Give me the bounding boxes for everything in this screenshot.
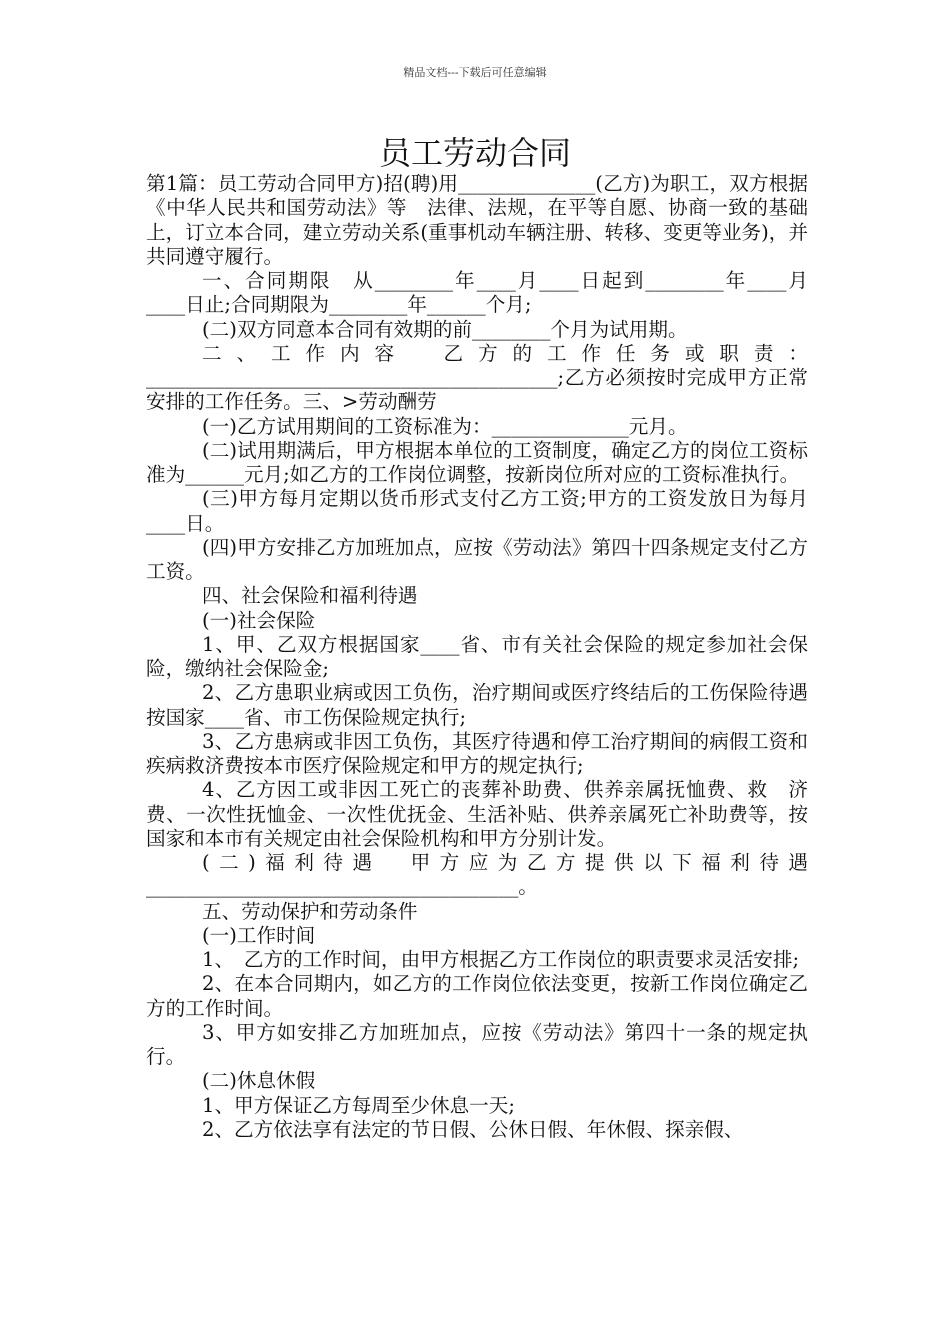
page-header: 精品文档---下载后可任意编辑 bbox=[403, 66, 547, 79]
paragraph: (二)双方同意本合同有效期的前________个月为试用期。 bbox=[202, 317, 688, 341]
paragraph: (三)甲方每月定期以货币形式支付乙方工资;甲方的工资发放日为每月____日。 bbox=[146, 487, 808, 535]
paragraph: (一)乙方试用期间的工资标准为：______________元月。 bbox=[202, 414, 688, 438]
paragraph: 3、乙方患病或非因工负伤，其医疗待遇和停工治疗期间的病假工资和疾病救济费按本市医疗保险规定和甲方的规定执行; bbox=[146, 729, 808, 777]
paragraph: (一)工作时间 bbox=[202, 923, 316, 947]
paragraph: 2、在本合同期内，如乙方的工作岗位依法变更，按新工作岗位确定乙方的工作时间。 bbox=[146, 972, 808, 1020]
document-body bbox=[146, 172, 808, 1142]
paragraph: 2、乙方患职业病或因工负伤，治疗期间或医疗终结后的工伤保险待遇按国家____省、市工伤保险规定执行; bbox=[146, 681, 808, 729]
paragraph: (一)社会保险 bbox=[202, 608, 316, 632]
paragraph: 二、工作内容 乙方的工作任务或职责：__________________________________________;乙方必须按时完成甲方正常安排的工作任务。三、>劳动酬劳 bbox=[146, 341, 808, 414]
paragraph: (二)福利待遇 甲方应为乙方提供以下福利待遇______________________________________。 bbox=[146, 851, 808, 899]
paragraph: 1、甲、乙双方根据国家____省、市有关社会保险的规定参加社会保险，缴纳社会保险金; bbox=[146, 632, 808, 680]
paragraph: 4、乙方因工或非因工死亡的丧葬补助费、供养亲属抚恤费、救 济费、一次性抚恤金、一次性优抚金、生活补贴、供养亲属死亡补助费等，按国家和本市有关规定由社会保险机构和甲方分别计发。 bbox=[146, 778, 808, 850]
paragraph: 五、劳动保护和劳动条件 bbox=[202, 899, 418, 923]
paragraph: 1、甲方保证乙方每周至少休息一天; bbox=[202, 1093, 515, 1117]
paragraph: (二)休息休假 bbox=[202, 1069, 316, 1093]
paragraph: 3、甲方如安排乙方加班加点，应按《劳动法》第四十一条的规定执行。 bbox=[146, 1020, 808, 1068]
paragraph: 四、社会保险和福利待遇 bbox=[202, 584, 418, 608]
document-title: 员工劳动合同 bbox=[378, 134, 571, 172]
paragraph: (四)甲方安排乙方加班加点，应按《劳动法》第四十四条规定支付乙方工资。 bbox=[146, 535, 808, 583]
paragraph: 1、 乙方的工作时间，由甲方根据乙方工作岗位的职责要求灵活安排; bbox=[202, 948, 800, 971]
paragraph: 一、合同期限 从________年____月____日起到________年____月____日止;合同期限为________年______个月; bbox=[146, 269, 808, 317]
paragraph: (二)试用期满后，甲方根据本单位的工资制度，确定乙方的岗位工资标准为______元月;如乙方的工作岗位调整，按新岗位所对应的工资标准执行。 bbox=[146, 438, 808, 486]
paragraph: 2、乙方依法享有法定的节日假、公休日假、年休假、探亲假、 bbox=[202, 1117, 744, 1141]
paragraph: 第1篇：员工劳动合同甲方)招(聘)用______________(乙方)为职工，双方根据《中华人民共和国劳动法》等 法律、法规，在平等自愿、协商一致的基础上，订立本合同，建立劳动关系(重事机动车辆注册、转移、变更等业务)，并共同遵守履行。 bbox=[146, 172, 808, 268]
